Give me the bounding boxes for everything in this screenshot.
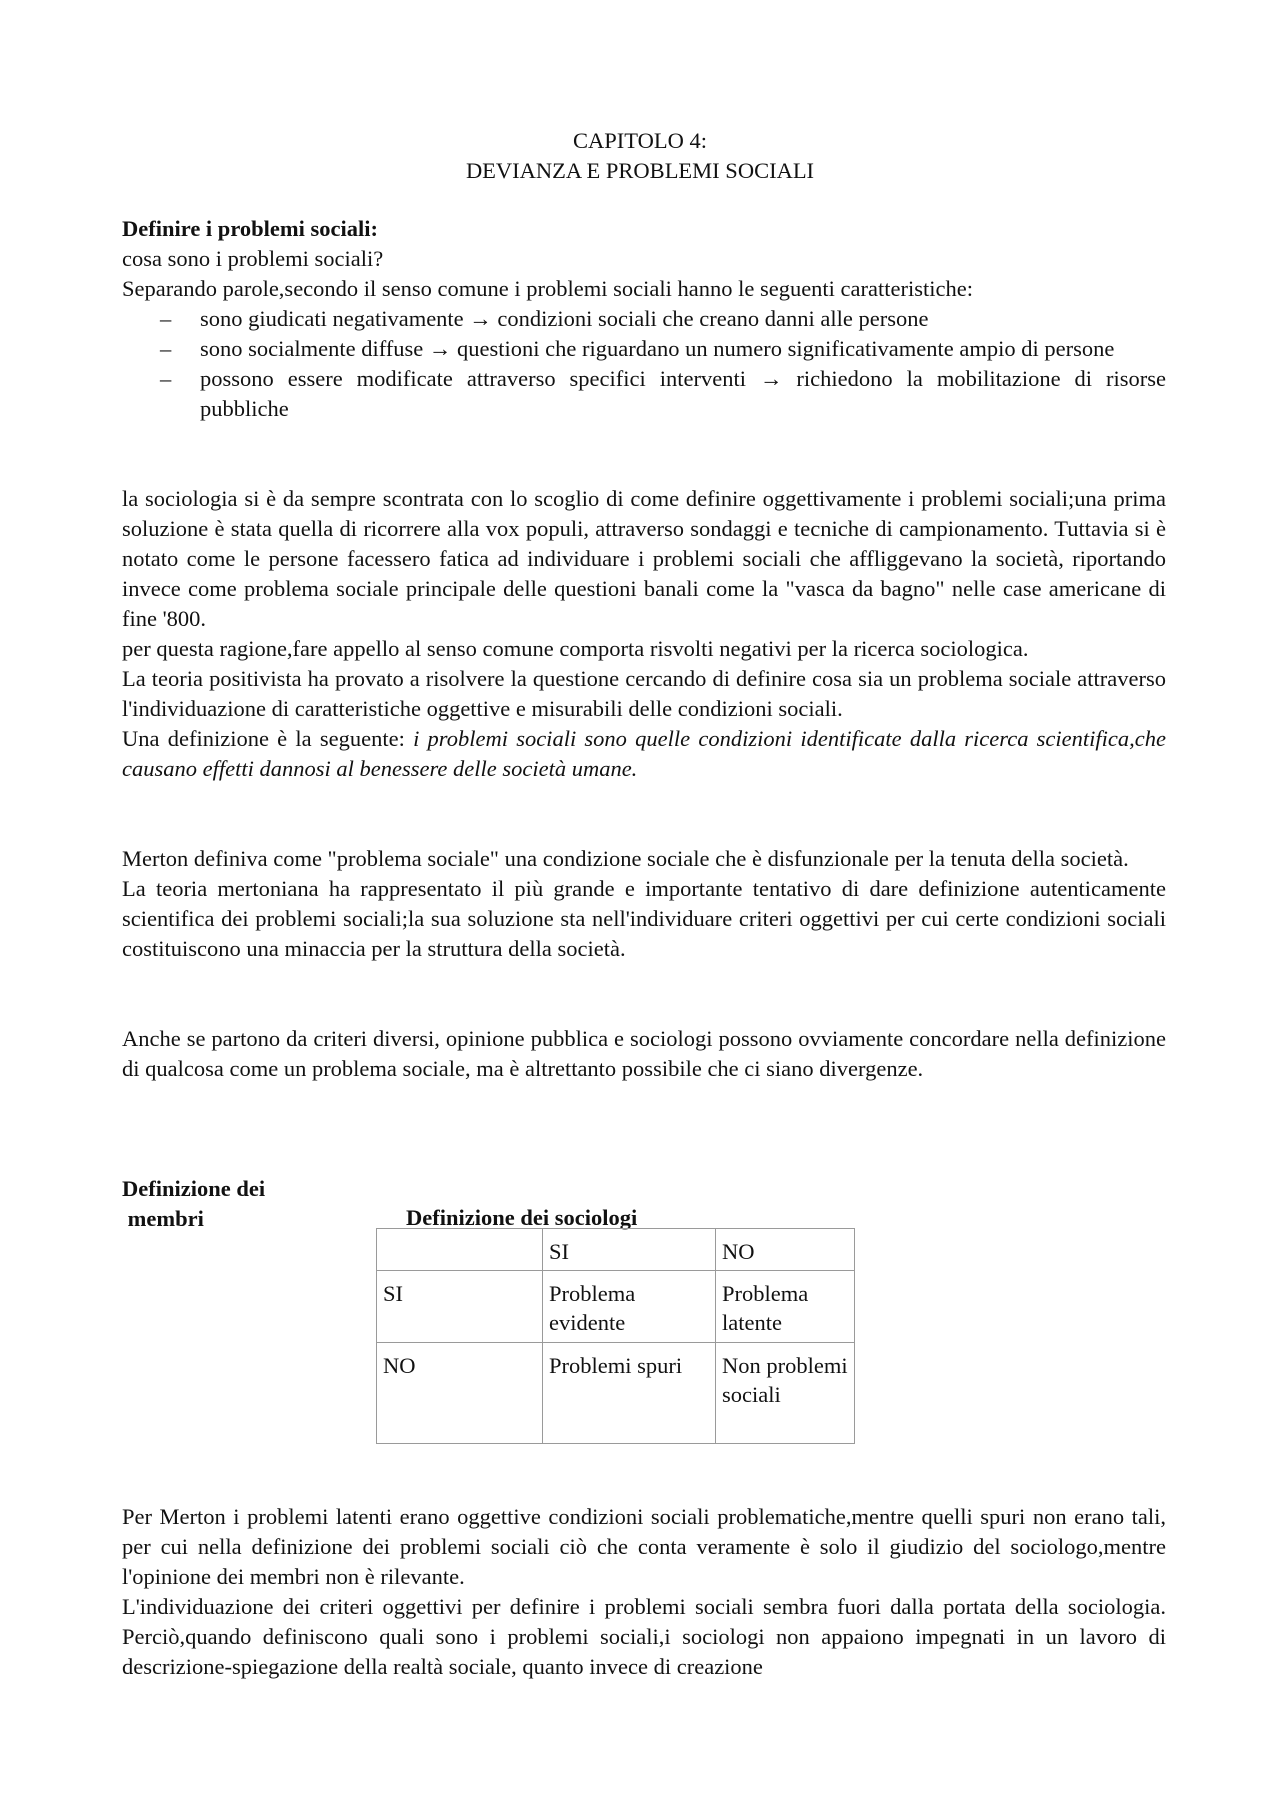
classification-table [376, 1228, 855, 1444]
characteristics-list [122, 304, 1166, 424]
table-cell: Problema evidente [543, 1271, 716, 1343]
chapter-heading [0, 126, 1280, 186]
definition-lead: Una definizione è la seguente: [122, 726, 414, 751]
members-definition-label [122, 1174, 302, 1234]
question-line: cosa sono i problemi sociali? [122, 246, 384, 271]
sociologists-definition-label: Definizione dei sociologi [406, 1205, 638, 1230]
body-section-2 [122, 844, 1166, 964]
paragraph: La teoria positivista ha provato a risolvere la questione cercando di definire cosa sia un problema sociale attraverso l'individuazione di caratteristiche oggettive e misurabili delle condizioni sociali. [122, 666, 1166, 721]
table-row [377, 1343, 855, 1444]
body-section-4 [122, 1502, 1166, 1682]
table-cell: Problemi spuri [543, 1343, 716, 1444]
paragraph: La teoria mertoniana ha rappresentato il più grande e importante tentativo di dare definizione autenticamente scientifica dei problemi sociali;la sua soluzione sta nell'individuare criteri oggettivi per cui certe condizioni sociali costituiscono una minaccia per la struttura della società. [122, 876, 1166, 961]
intro-line: Separando parole,secondo il senso comune i problemi sociali hanno le seguenti caratteristiche: [122, 276, 973, 301]
dash-bullet: – [160, 306, 172, 331]
dash-bullet: – [160, 366, 172, 391]
section-heading: Definire i problemi sociali: [122, 216, 379, 241]
table-cell: NO [377, 1343, 543, 1444]
body-section-1 [122, 484, 1166, 784]
chapter-number: CAPITOLO 4: [573, 128, 707, 153]
table-cell: Problema latente [716, 1271, 855, 1343]
table-cell: SI [543, 1229, 716, 1271]
list-item [122, 334, 1166, 364]
paragraph-definition [122, 724, 1166, 784]
paragraph: Anche se partono da criteri diversi, opinione pubblica e sociologi possono ovviamente concordare nella definizione di qualcosa come un problema sociale, ma è altrettanto possibile che ci siano divergenze. [122, 1026, 1166, 1081]
chapter-title: DEVIANZA E PROBLEMI SOCIALI [465, 158, 815, 183]
paragraph: Per Merton i problemi latenti erano oggettive condizioni sociali problematiche,mentre quelli spuri non erano tali, per cui nella definizione dei problemi sociali ciò che conta veramente è solo il giudizio del sociologo,mentre l'opinione dei membri non è rilevante. [122, 1504, 1166, 1589]
list-item-text: sono giudicati negativamente → condizioni sociali che creano danni alle persone [200, 306, 929, 331]
table-cell: Non problemi sociali [716, 1343, 855, 1444]
table-row [377, 1271, 855, 1343]
list-item-text: possono essere modificate attraverso specifici interventi → richiedono la mobilitazione di risorse pubbliche [200, 366, 1166, 421]
definition-quote: i problemi sociali sono quelle condizioni identificate dalla ricerca scientifica,che causano effetti dannosi al benessere delle società umane. [122, 726, 1166, 781]
paragraph: la sociologia si è da sempre scontrata con lo scoglio di come definire oggettivamente i problemi sociali;una prima soluzione è stata quella di ricorrere alla vox populi, attraverso sondaggi e tecniche di campionamento. Tuttavia si è notato come le persone facessero fatica ad individuare i problemi sociali che affliggevano la società, riportando invece come problema sociale principale delle questioni banali come la "vasca da bagno" nelle case americane di fine '800. [122, 486, 1166, 631]
members-label-line: membri [122, 1206, 204, 1231]
table-cell: NO [716, 1229, 855, 1271]
paragraph: per questa ragione,fare appello al senso comune comporta risvolti negativi per la ricerca sociologica. [122, 636, 1029, 661]
members-label-line: Definizione dei [122, 1176, 266, 1201]
dash-bullet: – [160, 336, 172, 361]
paragraph: Merton definiva come "problema sociale" una condizione sociale che è disfunzionale per la tenuta della società. [122, 846, 1129, 871]
table-cell: SI [377, 1271, 543, 1343]
table-cell [377, 1229, 543, 1271]
table-header-row [377, 1229, 855, 1271]
list-item [122, 364, 1166, 424]
list-item [122, 304, 1166, 334]
list-item-text: sono socialmente diffuse → questioni che riguardano un numero significativamente ampio di persone [200, 336, 1115, 361]
paragraph: L'individuazione dei criteri oggettivi per definire i problemi sociali sembra fuori dalla portata della sociologia. Perciò,quando definiscono quali sono i problemi sociali,i sociologi non appaiono impegnati in un lavoro di descrizione-spiegazione della realtà sociale, quanto invece di creazione [122, 1594, 1166, 1679]
body-section-3 [122, 1024, 1166, 1084]
section-intro [122, 214, 1166, 424]
